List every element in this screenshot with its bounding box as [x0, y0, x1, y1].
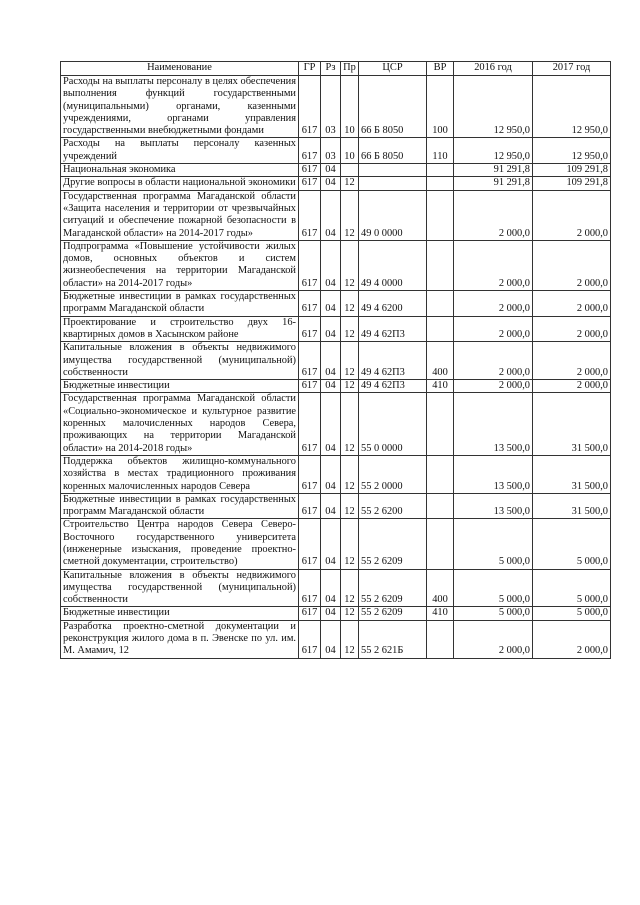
cell-vr [427, 519, 454, 569]
cell-name: Проектирование и строительство двух 16-квартирных домов в Хасынском районе [61, 316, 299, 342]
table-row [61, 76, 611, 138]
cell-name: Расходы на выплаты персоналу казенных учреждений [61, 138, 299, 164]
table-row [61, 393, 611, 455]
cell-y2017: 2 000,0 [533, 620, 611, 658]
col-header-2016: 2016 год [454, 62, 533, 76]
cell-pr: 12 [341, 519, 359, 569]
cell-gr: 617 [299, 316, 321, 342]
table-row [61, 620, 611, 658]
cell-y2017: 31 500,0 [533, 393, 611, 455]
cell-vr: 110 [427, 138, 454, 164]
col-header-pr: Пр [341, 62, 359, 76]
budget-table [60, 61, 611, 659]
cell-gr: 617 [299, 76, 321, 138]
cell-csr: 66 Б 8050 [359, 138, 427, 164]
cell-y2016: 5 000,0 [454, 607, 533, 620]
cell-y2017: 2 000,0 [533, 316, 611, 342]
cell-csr: 49 4 62П3 [359, 316, 427, 342]
cell-rz: 04 [321, 291, 341, 317]
cell-y2016: 91 291,8 [454, 177, 533, 190]
cell-pr: 12 [341, 240, 359, 290]
cell-rz: 04 [321, 164, 341, 177]
cell-y2016: 13 500,0 [454, 455, 533, 493]
cell-gr: 617 [299, 455, 321, 493]
cell-y2016: 13 500,0 [454, 393, 533, 455]
cell-name: Бюджетные инвестиции в рамках государственных программ Магаданской области [61, 493, 299, 519]
cell-y2017: 5 000,0 [533, 607, 611, 620]
cell-gr: 617 [299, 177, 321, 190]
table-row [61, 493, 611, 519]
cell-gr: 617 [299, 190, 321, 240]
table-row [61, 316, 611, 342]
cell-y2016: 2 000,0 [454, 240, 533, 290]
cell-vr [427, 316, 454, 342]
cell-pr: 10 [341, 76, 359, 138]
cell-y2016: 5 000,0 [454, 569, 533, 607]
cell-vr [427, 177, 454, 190]
cell-pr: 12 [341, 177, 359, 190]
cell-csr: 55 2 6209 [359, 569, 427, 607]
cell-y2017: 5 000,0 [533, 519, 611, 569]
cell-vr: 410 [427, 380, 454, 393]
cell-csr: 49 0 0000 [359, 190, 427, 240]
cell-gr: 617 [299, 240, 321, 290]
cell-pr: 12 [341, 607, 359, 620]
table-header-row [61, 62, 611, 76]
cell-y2017: 2 000,0 [533, 240, 611, 290]
table-row [61, 138, 611, 164]
table-row [61, 455, 611, 493]
cell-y2017: 109 291,8 [533, 177, 611, 190]
cell-pr: 12 [341, 493, 359, 519]
cell-csr: 49 4 0000 [359, 240, 427, 290]
cell-gr: 617 [299, 519, 321, 569]
cell-vr [427, 620, 454, 658]
cell-pr: 12 [341, 455, 359, 493]
cell-vr [427, 190, 454, 240]
cell-csr [359, 177, 427, 190]
cell-rz: 04 [321, 380, 341, 393]
cell-pr: 12 [341, 569, 359, 607]
cell-rz: 04 [321, 493, 341, 519]
cell-name: Капитальные вложения в объекты недвижимого имущества государственной (муниципальной) собственности [61, 569, 299, 607]
cell-csr: 66 Б 8050 [359, 76, 427, 138]
col-header-vr: ВР [427, 62, 454, 76]
cell-y2017: 2 000,0 [533, 342, 611, 380]
cell-y2017: 31 500,0 [533, 455, 611, 493]
cell-name: Бюджетные инвестиции в рамках государственных программ Магаданской области [61, 291, 299, 317]
cell-vr [427, 393, 454, 455]
cell-y2017: 2 000,0 [533, 380, 611, 393]
table-row [61, 291, 611, 317]
cell-rz: 04 [321, 240, 341, 290]
cell-rz: 04 [321, 519, 341, 569]
cell-y2017: 2 000,0 [533, 291, 611, 317]
cell-csr: 49 4 6200 [359, 291, 427, 317]
cell-y2017: 109 291,8 [533, 164, 611, 177]
cell-y2016: 2 000,0 [454, 190, 533, 240]
table-row [61, 607, 611, 620]
cell-csr: 49 4 62П3 [359, 342, 427, 380]
cell-rz: 04 [321, 316, 341, 342]
cell-csr [359, 164, 427, 177]
cell-y2016: 2 000,0 [454, 316, 533, 342]
table-row [61, 177, 611, 190]
cell-y2017: 2 000,0 [533, 190, 611, 240]
cell-gr: 617 [299, 138, 321, 164]
cell-pr: 12 [341, 380, 359, 393]
cell-pr: 10 [341, 138, 359, 164]
cell-name: Разработка проектно-сметной документации и реконструкция жилого дома в п. Эвенске по ул. им. М. Амамич, 12 [61, 620, 299, 658]
cell-gr: 617 [299, 393, 321, 455]
cell-vr: 400 [427, 569, 454, 607]
cell-name: Другие вопросы в области национальной экономики [61, 177, 299, 190]
cell-y2016: 2 000,0 [454, 620, 533, 658]
cell-name: Подпрограмма «Повышение устойчивости жилых домов, основных объектов и систем жизнеобеспечения на территории Магаданской области» на 2014-2017 годы» [61, 240, 299, 290]
cell-pr: 12 [341, 291, 359, 317]
cell-rz: 03 [321, 76, 341, 138]
cell-vr [427, 455, 454, 493]
cell-vr: 400 [427, 342, 454, 380]
cell-rz: 04 [321, 607, 341, 620]
cell-name: Национальная экономика [61, 164, 299, 177]
cell-csr: 55 2 0000 [359, 455, 427, 493]
cell-name: Поддержка объектов жилищно-коммунального хозяйства в местах традиционного проживания коренных малочисленных народов Севера [61, 455, 299, 493]
col-header-2017: 2017 год [533, 62, 611, 76]
cell-vr [427, 240, 454, 290]
cell-vr [427, 291, 454, 317]
cell-pr: 12 [341, 393, 359, 455]
cell-name: Государственная программа Магаданской области «Социально-экономическое и культурное развитие коренных малочисленных народов Севера, проживающих на территории Магаданской области» на 2014-2018 годы» [61, 393, 299, 455]
table-row [61, 380, 611, 393]
cell-rz: 04 [321, 393, 341, 455]
cell-name: Государственная программа Магаданской области «Защита населения и территории от чрезвычайных ситуаций и обеспечение пожарной безопасности в Магаданской области» на 2014-2017 годы» [61, 190, 299, 240]
cell-rz: 04 [321, 455, 341, 493]
cell-name: Бюджетные инвестиции [61, 380, 299, 393]
cell-gr: 617 [299, 291, 321, 317]
cell-y2016: 2 000,0 [454, 342, 533, 380]
cell-y2016: 5 000,0 [454, 519, 533, 569]
cell-rz: 03 [321, 138, 341, 164]
col-header-csr: ЦСР [359, 62, 427, 76]
budget-page [60, 61, 610, 659]
cell-pr [341, 164, 359, 177]
cell-gr: 617 [299, 607, 321, 620]
cell-rz: 04 [321, 620, 341, 658]
cell-vr [427, 493, 454, 519]
cell-rz: 04 [321, 342, 341, 380]
cell-y2017: 31 500,0 [533, 493, 611, 519]
cell-gr: 617 [299, 164, 321, 177]
cell-rz: 04 [321, 190, 341, 240]
cell-y2016: 2 000,0 [454, 380, 533, 393]
cell-rz: 04 [321, 177, 341, 190]
col-header-gr: ГР [299, 62, 321, 76]
cell-vr [427, 164, 454, 177]
cell-pr: 12 [341, 190, 359, 240]
cell-gr: 617 [299, 620, 321, 658]
cell-gr: 617 [299, 380, 321, 393]
table-row [61, 569, 611, 607]
cell-pr: 12 [341, 316, 359, 342]
table-row [61, 164, 611, 177]
cell-y2017: 12 950,0 [533, 138, 611, 164]
cell-y2016: 2 000,0 [454, 291, 533, 317]
table-row [61, 240, 611, 290]
cell-csr: 49 4 62П3 [359, 380, 427, 393]
cell-csr: 55 2 6200 [359, 493, 427, 519]
cell-csr: 55 0 0000 [359, 393, 427, 455]
table-body [61, 76, 611, 659]
cell-y2017: 5 000,0 [533, 569, 611, 607]
cell-y2017: 12 950,0 [533, 76, 611, 138]
cell-vr: 410 [427, 607, 454, 620]
cell-y2016: 12 950,0 [454, 138, 533, 164]
cell-vr: 100 [427, 76, 454, 138]
col-header-name: Наименование [61, 62, 299, 76]
col-header-rz: Рз [321, 62, 341, 76]
cell-y2016: 91 291,8 [454, 164, 533, 177]
cell-pr: 12 [341, 620, 359, 658]
cell-gr: 617 [299, 342, 321, 380]
cell-csr: 55 2 6209 [359, 607, 427, 620]
cell-gr: 617 [299, 569, 321, 607]
table-row [61, 342, 611, 380]
table-row [61, 190, 611, 240]
cell-name: Строительство Центра народов Севера Северо-Восточного государственного университета (инженерные изыскания, проведение проектно-сметной документации, строительство) [61, 519, 299, 569]
table-row [61, 519, 611, 569]
cell-csr: 55 2 6209 [359, 519, 427, 569]
cell-name: Бюджетные инвестиции [61, 607, 299, 620]
cell-name: Расходы на выплаты персоналу в целях обеспечения выполнения функций государственными (муниципальными) органами, казенными учреждениями, органами управления государственными внебюджетными фондами [61, 76, 299, 138]
cell-y2016: 13 500,0 [454, 493, 533, 519]
cell-y2016: 12 950,0 [454, 76, 533, 138]
cell-rz: 04 [321, 569, 341, 607]
cell-pr: 12 [341, 342, 359, 380]
cell-gr: 617 [299, 493, 321, 519]
cell-csr: 55 2 621Б [359, 620, 427, 658]
cell-name: Капитальные вложения в объекты недвижимого имущества государственной (муниципальной) собственности [61, 342, 299, 380]
